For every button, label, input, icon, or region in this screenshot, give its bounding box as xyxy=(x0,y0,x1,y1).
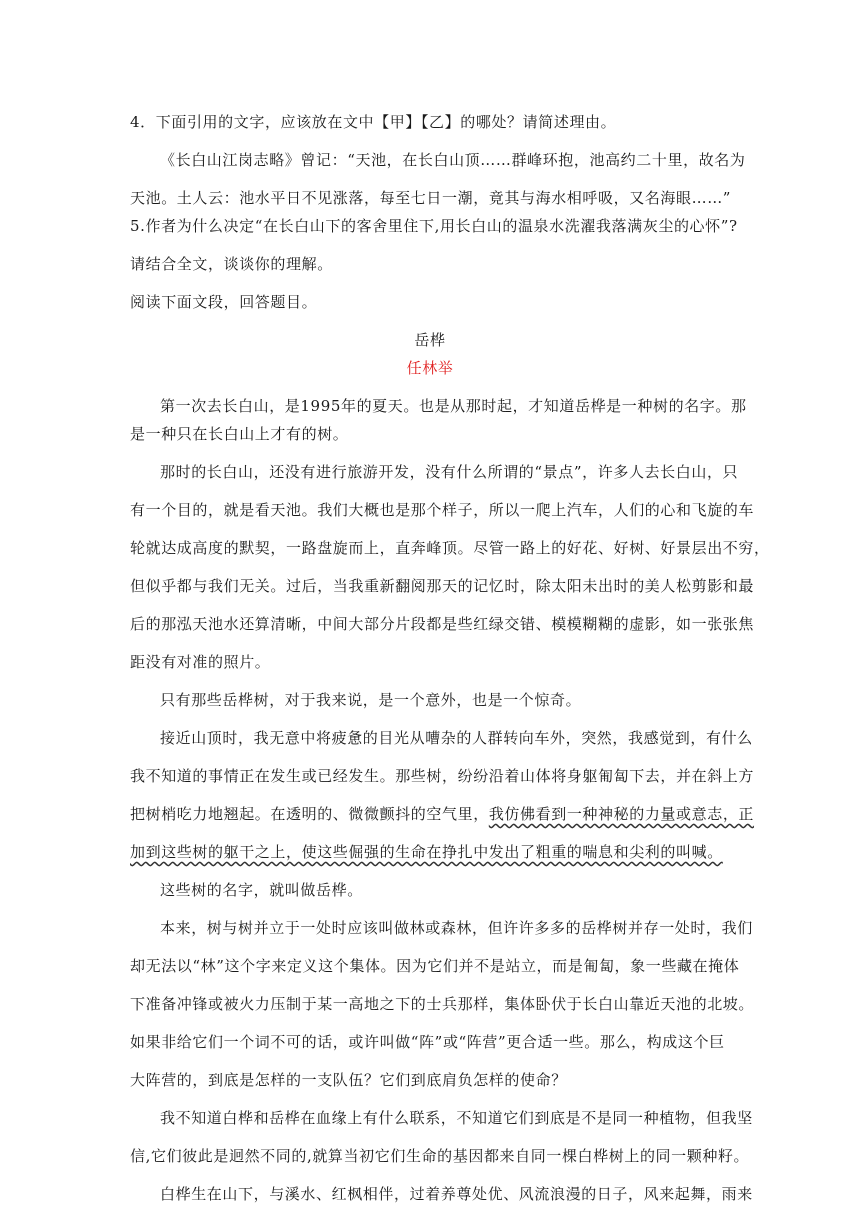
paragraph-line: 信,它们彼此是迥然不同的,就算当初它们生命的基因都来自同一棵白桦树上的同一颗种籽。 xyxy=(130,1147,750,1165)
paragraph-line: 距没有对准的照片。 xyxy=(130,653,271,671)
paragraph-line: 只有那些岳桦树，对于我来说，是一个意外，也是一个惊奇。 xyxy=(160,691,582,709)
paragraph-line: 如果非给它们一个词不可的话，或许叫做“阵”或“阵营”更合适一些。那么，构成这个巨 xyxy=(130,1033,725,1051)
paragraph-line: 白桦生在山下，与溪水、红枫相伴，过着养尊处优、风流浪漫的日子，风来起舞，雨来 xyxy=(160,1185,753,1203)
paragraph-line: 是一种只在长白山上才有的树。 xyxy=(130,425,349,443)
paragraph-line: 第一次去长白山，是1995年的夏天。也是从那时起，才知道岳桦是一种树的名字。那 xyxy=(160,397,747,415)
paragraph-line: 有一个目的，就是看天池。我们大概也是那个样子，所以一爬上汽车，人们的心和飞旋的车 xyxy=(130,501,755,519)
question-4-quote-line: 天池。土人云：池水平日不见涨落，每至七日一潮，竟其与海水相呼吸，又名海眼……” xyxy=(130,189,732,207)
article-author: 任林举 xyxy=(406,359,454,377)
paragraph-line: 却无法以“林”这个字来定义这个集体。因为它们并不是站立，而是匍匐，象一些藏在掩体 xyxy=(130,957,740,975)
paragraph-line: 接近山顶时，我无意中将疲惫的目光从嘈杂的人群转向车外，突然，我感觉到，有什么 xyxy=(160,729,753,747)
question-5-line: 请结合全文，谈谈你的理解。 xyxy=(130,255,333,273)
paragraph-line: 这些树的名字，就叫做岳桦。 xyxy=(160,881,363,899)
reading-instruction: 阅读下面文段，回答题目。 xyxy=(130,293,318,311)
underlined-sentence: 加到这些树的躯干之上，使这些倔强的生命在挣扎中发出了粗重的喘息和尖利的叫喊。 xyxy=(130,843,723,861)
page-content xyxy=(130,108,770,1208)
question-5-line: 5.作者为什么决定“在长白山下的客舍里住下,用长白山的温泉水洗濯我落满灰尘的心怀”? xyxy=(130,217,738,235)
paragraph-line: 大阵营的，到底是怎样的一支队伍？它们到底肩负怎样的使命？ xyxy=(130,1071,567,1089)
paragraph-text: 把树梢吃力地翘起。在透明的、微微颤抖的空气里， xyxy=(130,805,489,823)
paragraph-line xyxy=(130,838,730,866)
article-title: 岳桦 xyxy=(414,331,446,349)
paragraph-line: 下准备冲锋或被火力压制于某一高地之下的士兵那样，集体卧伏于长白山靠近天池的北坡。 xyxy=(130,995,755,1013)
question-4-prompt: 4．下面引用的文字，应该放在文中【甲】【乙】的哪处？请简述理由。 xyxy=(130,113,617,131)
paragraph-line: 我不知道白桦和岳桦在血缘上有什么联系，不知道它们到底是不是同一种植物，但我坚 xyxy=(160,1109,753,1127)
paragraph-line: 后的那泓天池水还算清晰，中间大部分片段都是些红绿交错、模模糊糊的虚影，如一张张焦 xyxy=(130,615,755,633)
underlined-sentence: 我仿佛看到一种神秘的力量或意志，正 xyxy=(488,805,755,823)
paragraph-line: 我不知道的事情正在发生或已经发生。那些树，纷纷沿着山体将身躯匍匐下去，并在斜上方 xyxy=(130,767,755,785)
question-4-quote-line: 《长白山江岗志略》曾记：“天池，在长白山顶……群峰环抱，池高约二十里，故名为 xyxy=(160,151,746,169)
paragraph-line: 但似乎都与我们无关。过后，当我重新翻阅那天的记忆时，除太阳未出时的美人松剪影和最 xyxy=(130,577,755,595)
paragraph-line: 本来，树与树并立于一处时应该叫做林或森林，但许许多多的岳桦树并存一处时，我们 xyxy=(160,919,753,937)
paragraph-line: 轮就达成高度的默契，一路盘旋而上，直奔峰顶。尽管一路上的好花、好树、好景层出不穷， xyxy=(130,539,770,557)
paragraph-line: 那时的长白山，还没有进行旅游开发，没有什么所谓的“景点”，许多人去长白山，只 xyxy=(160,463,739,481)
paragraph-line xyxy=(130,800,755,828)
